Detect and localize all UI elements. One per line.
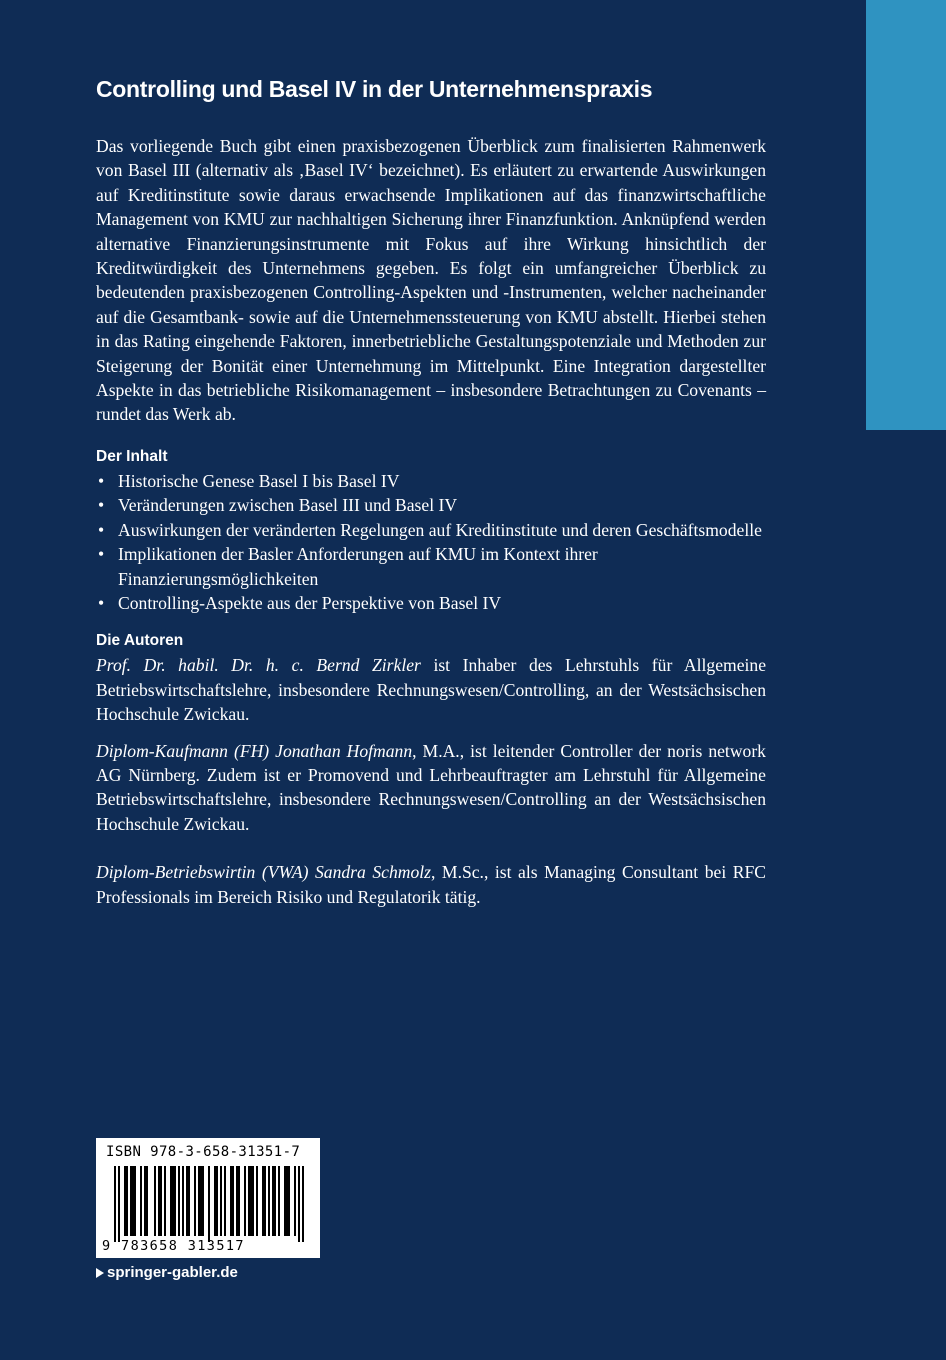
barcode-bar xyxy=(256,1166,258,1236)
book-title: Controlling und Basel IV in der Unternehmenspraxis xyxy=(96,76,653,102)
back-cover-content xyxy=(96,70,766,909)
barcode-bar xyxy=(114,1166,116,1242)
accent-strip xyxy=(866,0,946,430)
barcode-bar xyxy=(262,1166,264,1236)
author-name: Diplom-Kaufmann (FH) Jonathan Hofmann xyxy=(96,740,413,761)
list-item: • Historische Genese Basel I bis Basel IV xyxy=(96,469,766,493)
barcode-bar xyxy=(274,1166,276,1236)
author-name: Prof. Dr. habil. Dr. h. c. Bernd Zirkler xyxy=(96,655,421,676)
list-item: • Auswirkungen der veränderten Regelungen auf Kreditinstitute und deren Geschäftsmodelle xyxy=(96,518,766,542)
barcode-bar xyxy=(178,1166,180,1236)
barcode-bar xyxy=(194,1166,196,1236)
intro-paragraph: Das vorliegende Buch gibt einen praxisbezogenen Überblick zum finalisierten Rahmenwerk von Basel III (alternativ als ‚Basel IV‘ bezeichnet). Es erläutert zu erwartende Auswirkungen auf Kreditinstitute sowie daraus erwachsende Implikationen auf das finanzwirtschaftliche Management von KMU zur nachhaltigen Sicherung ihrer Finanzfunktion. Anknüpfend werden alternative Finanzierungsinstrumente mit Fokus auf ihre Wirkung hinsichtlich der Kreditwürdigkeit des Unternehmens gegeben. Es folgt ein umfangreicher Überblick zu bedeutenden praxisbezogenen Controlling-Aspekten und -Instrumenten, welcher nacheinander auf die Gesamtbank- sowie auf die Unternehmenssteuerung von KMU abstellt. Hierbei stehen in das Rating eingehende Faktoren, innerbetriebliche Gestaltungspotenziale und Methoden zur Steigerung der Bonität einer Unternehmung im Mittelpunkt. Eine Integration dargestellter Aspekte in das betriebliche Risikomanagement – insbesondere Betrachtungen zu Covenants – rundet das Werk ab. xyxy=(96,136,766,425)
barcode-bar xyxy=(164,1166,166,1236)
barcode-bar xyxy=(216,1166,218,1236)
barcode-bar xyxy=(154,1166,156,1236)
barcode-bar xyxy=(198,1166,200,1236)
barcode-bar xyxy=(160,1166,162,1236)
barcode-bar xyxy=(220,1166,222,1236)
list-item: • Veränderungen zwischen Basel III und Basel IV xyxy=(96,493,766,517)
barcode-bar xyxy=(134,1166,136,1236)
barcode-bar xyxy=(294,1166,296,1236)
author-bio: , M.Sc., ist als Managing Consultant bei RFC Professionals im Bereich Risiko und Regulatorik tätig. xyxy=(96,862,766,907)
author-name: Diplom-Betriebswirtin (VWA) Sandra Schmolz xyxy=(96,862,431,883)
barcode-bar xyxy=(288,1166,290,1236)
barcode-bar xyxy=(278,1166,280,1236)
barcode-bar xyxy=(268,1166,270,1236)
list-item: • Implikationen der Basler Anforderungen auf KMU im Kontext ihrer Finanzierungsmöglichkeiten xyxy=(96,542,766,591)
isbn-label: ISBN 978-3-658-31351-7 xyxy=(106,1144,301,1160)
barcode-bar xyxy=(298,1166,300,1242)
barcode-bar xyxy=(232,1166,234,1236)
author-entry-zirkler xyxy=(96,653,766,726)
barcode-bar xyxy=(214,1166,216,1236)
barcode-bar xyxy=(146,1166,148,1236)
autoren-heading: Die Autoren xyxy=(96,632,184,650)
barcode-bar xyxy=(182,1166,184,1236)
barcode-bar xyxy=(284,1166,286,1236)
author-bio: ist Inhaber des Lehrstuhls für Allgemeine Betriebswirtschaftslehre, insbesondere Rechnungswesen/Controlling, an der Westsächsischen Hochschule Zwickau. xyxy=(96,655,767,725)
barcode-bar xyxy=(140,1166,142,1236)
barcode-bar xyxy=(230,1166,232,1236)
barcode-bar xyxy=(186,1166,188,1236)
barcode-bar xyxy=(264,1166,266,1236)
barcode-bar xyxy=(188,1166,190,1236)
author-entry-hofmann xyxy=(96,739,766,837)
barcode-bar xyxy=(286,1166,288,1236)
barcode-bar xyxy=(236,1166,238,1236)
barcode-bar xyxy=(250,1166,252,1236)
author-bio: , M.A., ist leitender Controller der noris network AG Nürnberg. Zudem ist er Promovend und Lehrbeauftragter am Lehrstuhl für Allgemeine Betriebswirtschaftslehre, insbesondere Rechnungswesen/Controlling an der Westsächsischen Hochschule Zwickau. xyxy=(96,740,766,834)
barcode-bar xyxy=(158,1166,160,1236)
barcode-bar xyxy=(170,1166,172,1236)
barcode-bar xyxy=(172,1166,174,1236)
barcode-bar xyxy=(118,1166,120,1242)
barcode-bar xyxy=(302,1166,304,1242)
barcode-bar xyxy=(200,1166,202,1236)
author-entry-schmolz xyxy=(96,860,766,909)
barcode-bar xyxy=(174,1166,176,1236)
barcode-bar xyxy=(124,1166,126,1236)
barcode-bar xyxy=(144,1166,146,1236)
website-url: springer-gabler.de xyxy=(107,1264,238,1281)
barcode-bar xyxy=(272,1166,274,1236)
barcode-bar xyxy=(224,1166,226,1236)
barcode-bar xyxy=(208,1166,210,1242)
inhalt-heading: Der Inhalt xyxy=(96,447,168,465)
inhalt-list xyxy=(96,469,766,615)
barcode-bar xyxy=(248,1166,250,1236)
barcode-bar xyxy=(244,1166,246,1236)
list-item: • Controlling-Aspekte aus der Perspektive von Basel IV xyxy=(96,591,766,615)
isbn-barcode xyxy=(96,1138,320,1258)
arrow-right-icon xyxy=(96,1268,104,1278)
barcode-bar xyxy=(202,1166,204,1236)
barcode-digits: 9 783658 313517 xyxy=(102,1238,245,1254)
barcode-bar xyxy=(130,1166,132,1236)
barcode-bar xyxy=(238,1166,240,1236)
barcode-bar xyxy=(252,1166,254,1236)
website-link[interactable] xyxy=(96,1264,238,1281)
barcode-bar xyxy=(126,1166,128,1236)
barcode-bar xyxy=(132,1166,134,1236)
